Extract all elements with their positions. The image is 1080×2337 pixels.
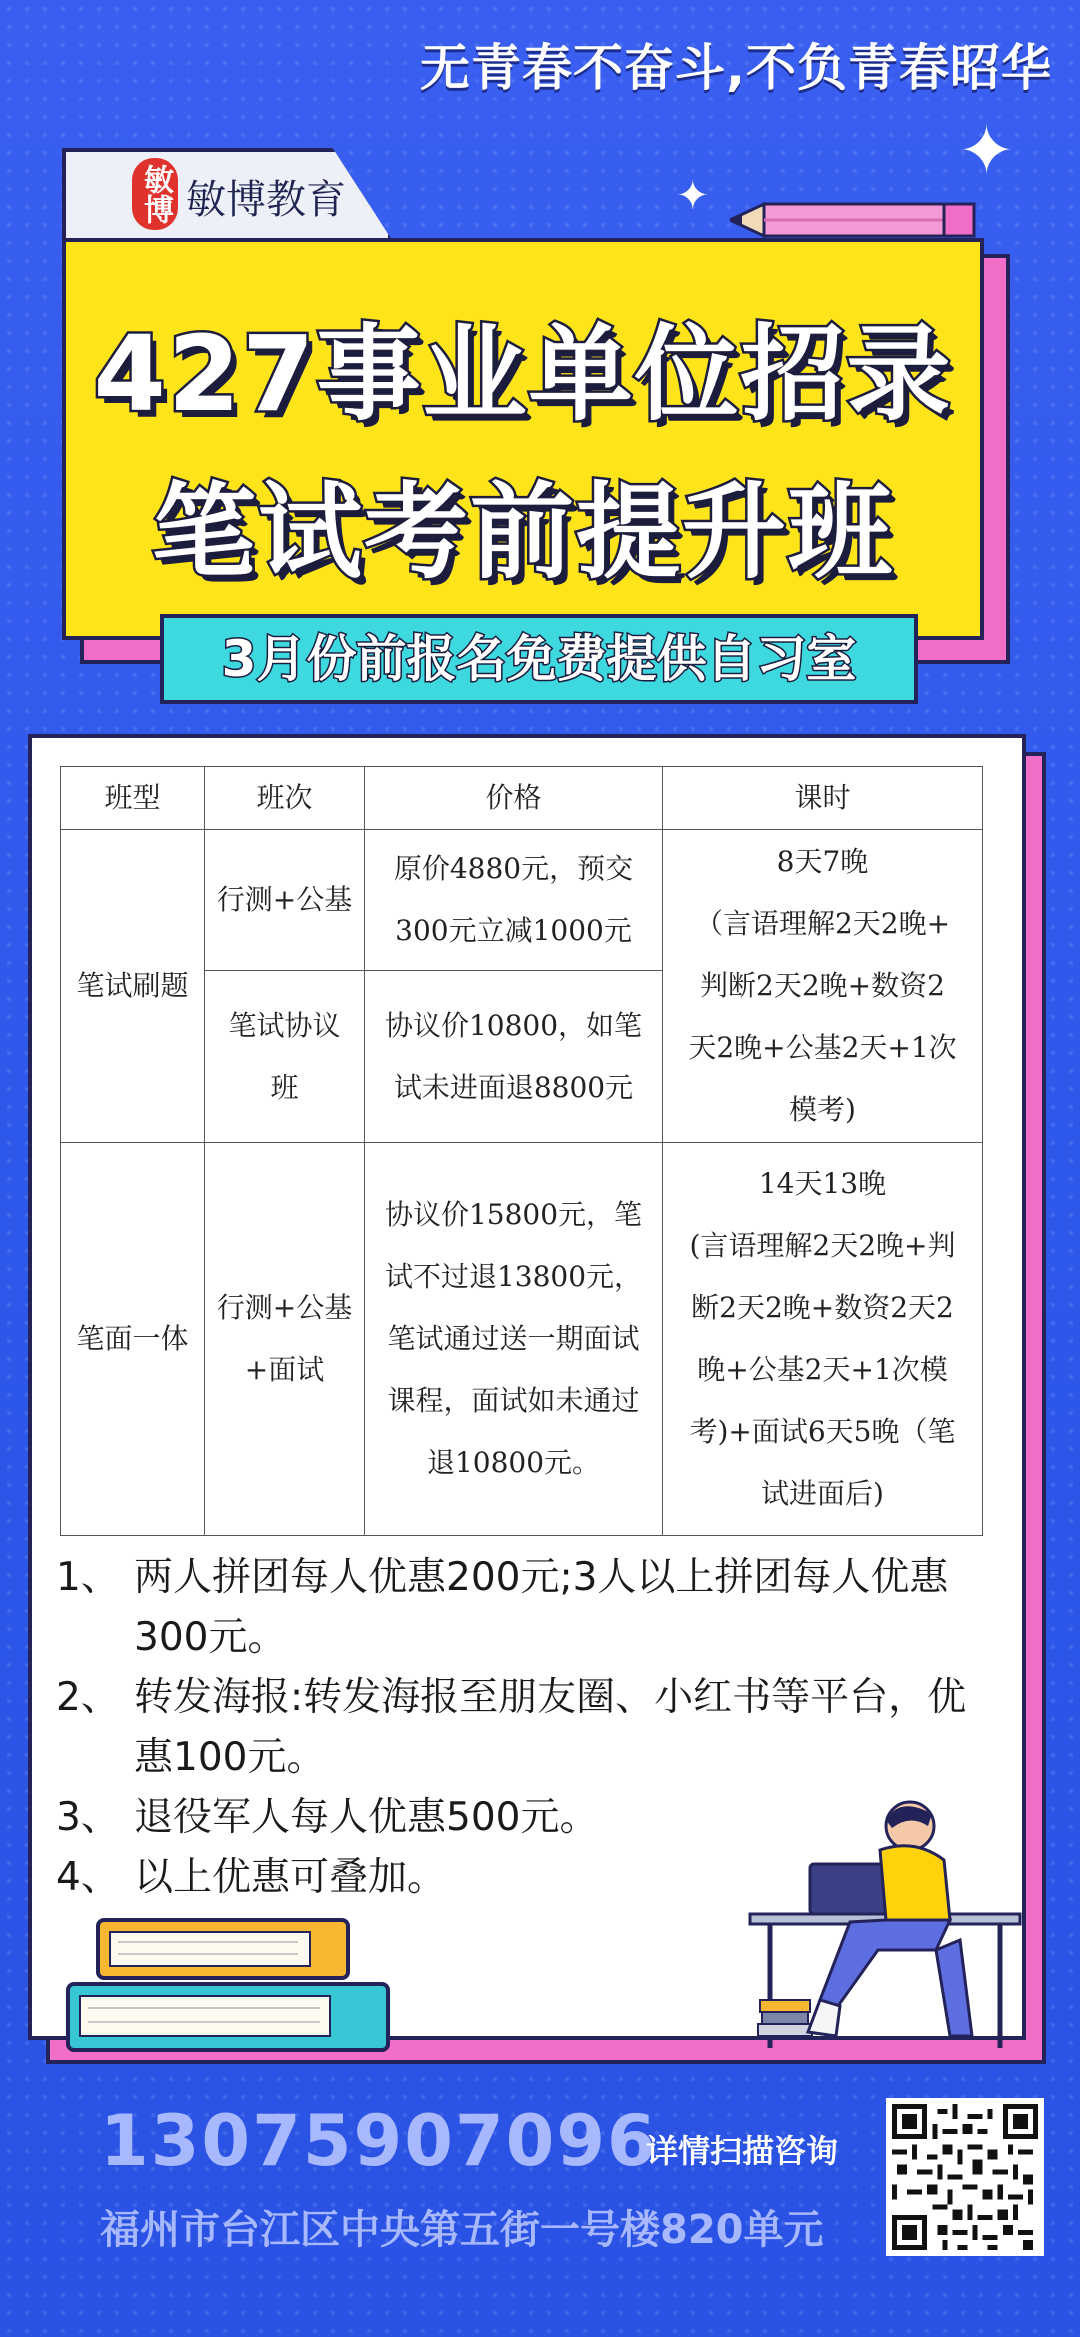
note-number: 3、 bbox=[56, 1795, 120, 1840]
header-hours: 课时 bbox=[663, 767, 983, 830]
row1-session: 行测+公基 bbox=[205, 830, 365, 970]
row2-price: 协议价10800，如笔 试未进面退8800元 bbox=[365, 970, 663, 1143]
student-at-laptop-illustration bbox=[700, 1800, 1040, 2060]
note-text: 退役军人每人优惠500元。 bbox=[134, 1795, 599, 1840]
qr-code[interactable] bbox=[886, 2098, 1044, 2256]
subtitle-banner: 3月份前报名免费提供自习室 bbox=[160, 614, 918, 704]
header-session: 班次 bbox=[205, 767, 365, 830]
header-price: 价格 bbox=[365, 767, 663, 830]
slogan: 无青春不奋斗,不负青春昭华 bbox=[420, 39, 1052, 97]
table-row bbox=[61, 1143, 983, 1536]
table-row bbox=[61, 830, 983, 970]
note-number: 1、 bbox=[56, 1555, 120, 1600]
pencil-icon bbox=[730, 198, 980, 242]
note-item bbox=[56, 1668, 986, 1788]
note-item bbox=[56, 1548, 986, 1668]
note-text: 两人拼团每人优惠200元;3人以上拼团每人优惠300元。 bbox=[134, 1555, 949, 1660]
scan-hint: 详情扫描咨询 bbox=[646, 2132, 839, 2170]
course-table bbox=[60, 766, 983, 1536]
row3-session: 行测+公基 +面试 bbox=[205, 1143, 365, 1536]
brand-name: 敏博教育 bbox=[186, 177, 346, 223]
table-header-row bbox=[61, 767, 983, 830]
note-number: 4、 bbox=[56, 1855, 120, 1900]
sparkle-star-icon-small: ✦ bbox=[676, 173, 710, 219]
note-text: 转发海报:转发海报至朋友圈、小红书等平台，优惠100元。 bbox=[134, 1675, 967, 1780]
title-line-1: 427事业单位招录 bbox=[93, 313, 953, 435]
address: 福州市台江区中央第五街一号楼820单元 bbox=[100, 2207, 824, 2253]
group2-type: 笔面一体 bbox=[61, 1143, 205, 1536]
row2-session: 笔试协议 班 bbox=[205, 970, 365, 1143]
note-text: 以上优惠可叠加。 bbox=[134, 1855, 447, 1900]
row3-hours: 14天13晚 (言语理解2天2晚+判 断2天2晚+数资2天2 晚+公基2天+1次模 考)+面试6天5晚（笔 试进面后) bbox=[663, 1143, 983, 1536]
row1-price: 原价4880元，预交 300元立减1000元 bbox=[365, 830, 663, 970]
row3-price: 协议价15800元，笔 试不过退13800元， 笔试通过送一期面试 课程，面试如未通过 退10800元。 bbox=[365, 1143, 663, 1536]
group1-type: 笔试刷题 bbox=[61, 830, 205, 1143]
title-line-2: 笔试考前提升班 bbox=[151, 471, 894, 593]
note-number: 2、 bbox=[56, 1675, 120, 1720]
group1-hours: 8天7晚 （言语理解2天2晚+ 判断2天2晚+数资2 天2晚+公基2天+1次 模考) bbox=[663, 830, 983, 1143]
phone-number[interactable]: 13075907096 bbox=[100, 2100, 658, 2182]
books-illustration bbox=[58, 1910, 398, 2060]
header-type: 班型 bbox=[61, 767, 205, 830]
sparkle-star-icon: ✦ bbox=[958, 112, 1015, 191]
brand-logo: 敏博 bbox=[132, 158, 178, 230]
